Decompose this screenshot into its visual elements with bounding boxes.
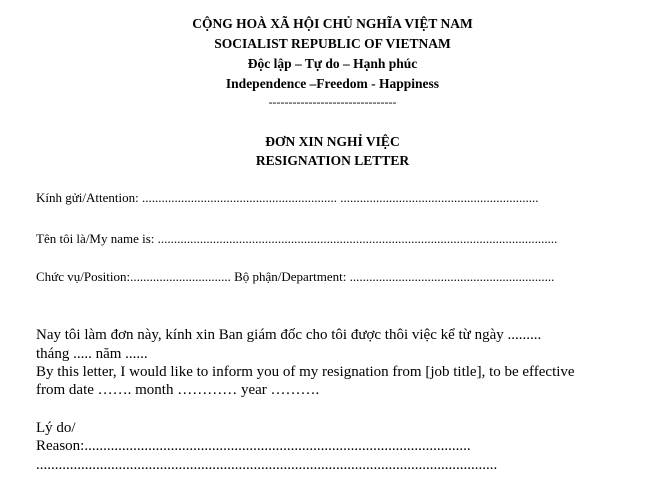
- country-name-en: SOCIALIST REPUBLIC OF VIETNAM: [214, 36, 451, 51]
- title-en: RESIGNATION LETTER: [255, 153, 410, 168]
- country-name-vi: CỘNG HOÀ XÃ HỘI CHỦ NGHĨA VIỆT NAM: [192, 16, 473, 31]
- reason-field: Reason:.......................................................................................................: [36, 438, 471, 454]
- title-vi: ĐƠN XIN NGHỈ VIỆC: [265, 134, 400, 149]
- attention-field: Kính gửi/Attention: ............................................................ .............................................................: [36, 190, 539, 205]
- body-line-vi-1: Nay tôi làm đơn này, kính xin Ban giám đốc cho tôi được thôi việc kể từ ngày .........: [36, 327, 542, 343]
- body-line-en-1: By this letter, I would like to inform you of my resignation from [job title], to be effective: [36, 364, 575, 380]
- body-line-en-2: from date ……. month ………… year ……….: [36, 382, 320, 398]
- header-separator: --------------------------------: [268, 95, 397, 109]
- motto-en: Independence –Freedom - Happiness: [225, 76, 440, 91]
- body-line-vi-2: tháng ..... năm ......: [36, 346, 148, 362]
- reason-label-vi: Lý do/: [36, 420, 76, 436]
- reason-field-line-2: ...........................................................................................................................: [36, 457, 498, 473]
- position-department-field: Chức vụ/Position:............................... Bộ phận/Department: ...............................................................: [36, 269, 555, 284]
- name-field: Tên tôi là/My name is: ...........................................................................................................................: [36, 231, 558, 246]
- motto-vi: Độc lập – Tự do – Hạnh phúc: [247, 56, 418, 71]
